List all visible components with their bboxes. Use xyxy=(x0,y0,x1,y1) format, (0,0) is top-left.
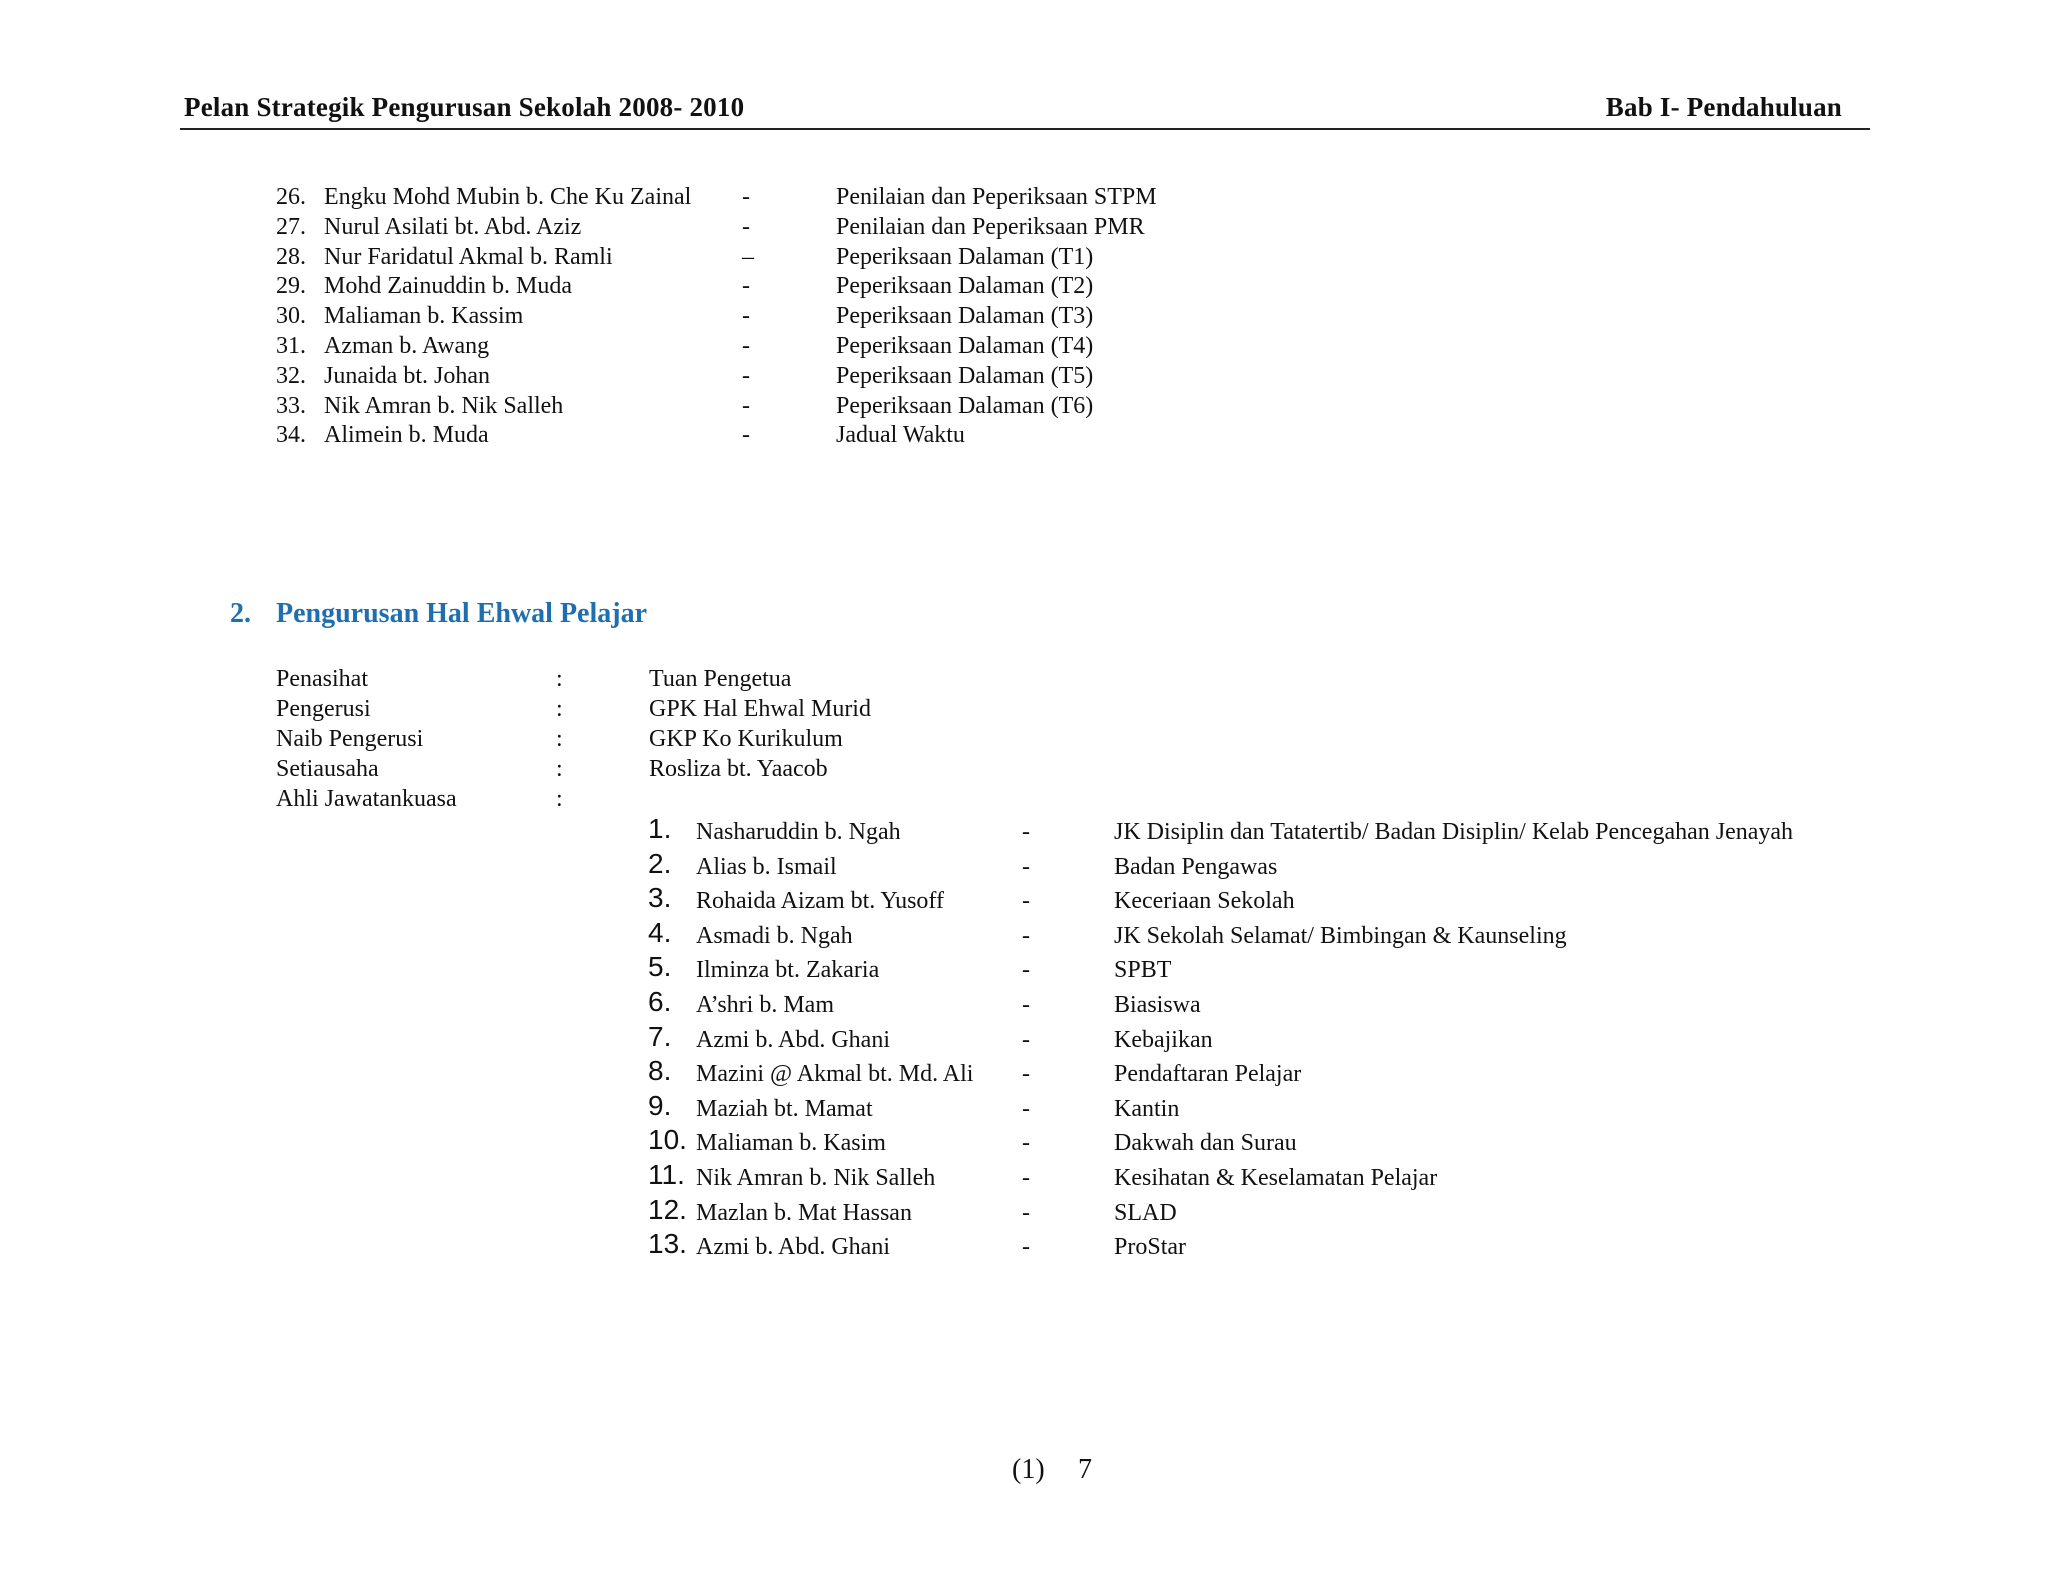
member-task: Biasiswa xyxy=(1114,991,1201,1018)
member-name: Azman b. Awang xyxy=(324,332,490,359)
separator-dash: - xyxy=(742,392,750,419)
member-task: Badan Pengawas xyxy=(1114,853,1278,880)
member-name: Nasharuddin b. Ngah xyxy=(696,819,901,845)
member-task: Peperiksaan Dalaman (T5) xyxy=(836,362,1094,389)
section-title: Pengurusan Hal Ehwal Pelajar xyxy=(276,598,648,629)
member-name: Junaida bt. Johan xyxy=(324,362,490,389)
item-number: 6. xyxy=(648,985,672,1017)
separator-dash: - xyxy=(742,362,750,389)
item-number: 1. xyxy=(648,813,672,844)
separator-dash: – xyxy=(742,243,754,270)
item-number: 9. xyxy=(648,1089,672,1121)
role-holder: Tuan Pengetua xyxy=(649,666,792,692)
separator-dash: - xyxy=(1022,1234,1030,1261)
separator-dash: - xyxy=(1022,1130,1030,1157)
role-colon: : xyxy=(556,786,563,812)
item-number: 11. xyxy=(648,1158,685,1190)
item-number: 28. xyxy=(276,243,306,270)
role-label: Pengerusi xyxy=(276,696,371,722)
member-name: Ilminza bt. Zakaria xyxy=(696,957,880,984)
separator-dash: - xyxy=(1022,888,1030,915)
separator-dash: - xyxy=(1022,922,1030,949)
role-label: Setiausaha xyxy=(276,756,379,782)
member-task: Kesihatan & Keselamatan Pelajar xyxy=(1114,1164,1438,1191)
member-task: Peperiksaan Dalaman (T4) xyxy=(836,332,1094,359)
member-name: Asmadi b. Ngah xyxy=(696,922,853,949)
member-task: Peperiksaan Dalaman (T6) xyxy=(836,392,1094,419)
role-label: Ahli Jawatankuasa xyxy=(276,786,457,812)
separator-dash: - xyxy=(742,422,750,449)
item-number: 29. xyxy=(276,273,306,300)
member-task: JK Disiplin dan Tatatertib/ Badan Disiplin/ Kelab Pencegahan Jenayah xyxy=(1114,819,1794,845)
member-task: Jadual Waktu xyxy=(836,422,965,449)
item-number: 5. xyxy=(648,951,672,983)
page-number-value: 7 xyxy=(1078,1454,1092,1485)
item-number: 2. xyxy=(648,847,672,879)
item-number: 7. xyxy=(648,1020,672,1052)
member-name: Engku Mohd Mubin b. Che Ku Zainal xyxy=(324,184,692,210)
role-holder: Rosliza bt. Yaacob xyxy=(649,756,828,782)
role-colon: : xyxy=(556,696,563,722)
member-name: Alias b. Ismail xyxy=(696,853,837,880)
member-task: Peperiksaan Dalaman (T2) xyxy=(836,273,1094,300)
separator-dash: - xyxy=(742,184,750,210)
member-name: Maziah bt. Mamat xyxy=(696,1095,873,1122)
separator-dash: - xyxy=(1022,853,1030,880)
member-task: Penilaian dan Peperiksaan PMR xyxy=(836,213,1145,240)
separator-dash: - xyxy=(1022,1164,1030,1191)
member-task: Peperiksaan Dalaman (T1) xyxy=(836,243,1094,270)
member-task: SLAD xyxy=(1114,1199,1177,1226)
item-number: 27. xyxy=(276,213,306,240)
item-number: 12. xyxy=(648,1193,687,1225)
member-task: Pendaftaran Pelajar xyxy=(1114,1061,1302,1088)
item-number: 3. xyxy=(648,882,672,914)
member-name: Mazlan b. Mat Hassan xyxy=(696,1199,912,1226)
member-name: Rohaida Aizam bt. Yusoff xyxy=(696,888,944,915)
separator-dash: - xyxy=(1022,957,1030,984)
item-number: 33. xyxy=(276,392,306,419)
item-number: 10. xyxy=(648,1124,687,1156)
member-name: Nur Faridatul Akmal b. Ramli xyxy=(324,243,613,270)
separator-dash: - xyxy=(742,332,750,359)
section-number: 2. xyxy=(230,598,251,629)
member-name: Azmi b. Abd. Ghani xyxy=(696,1026,890,1053)
item-number: 34. xyxy=(276,422,306,449)
separator-dash: - xyxy=(1022,819,1030,845)
chapter-title: Bab I- Pendahuluan xyxy=(1605,92,1842,122)
role-label: Naib Pengerusi xyxy=(276,726,424,752)
role-colon: : xyxy=(556,666,563,692)
item-number: 13. xyxy=(648,1228,687,1260)
member-task: JK Sekolah Selamat/ Bimbingan & Kaunseling xyxy=(1114,922,1567,949)
member-name: Azmi b. Abd. Ghani xyxy=(696,1234,890,1261)
separator-dash: - xyxy=(1022,991,1030,1018)
item-number: 8. xyxy=(648,1055,672,1087)
member-name: A’shri b. Mam xyxy=(696,991,834,1018)
role-holder: GPK Hal Ehwal Murid xyxy=(649,696,871,722)
member-name: Maliaman b. Kassim xyxy=(324,303,524,330)
member-task: ProStar xyxy=(1114,1234,1186,1261)
role-label: Penasihat xyxy=(276,666,368,692)
member-task: Kantin xyxy=(1114,1095,1180,1122)
item-number: 30. xyxy=(276,303,306,330)
document-title: Pelan Strategik Pengurusan Sekolah 2008- 2010 xyxy=(184,92,745,122)
role-colon: : xyxy=(556,756,563,782)
separator-dash: - xyxy=(742,303,750,330)
item-number: 31. xyxy=(276,332,306,359)
separator-dash: - xyxy=(1022,1199,1030,1226)
member-name: Mazini @ Akmal bt. Md. Ali xyxy=(696,1061,974,1088)
member-name: Nik Amran b. Nik Salleh xyxy=(696,1164,936,1191)
item-number: 32. xyxy=(276,362,306,389)
member-task: Dakwah dan Surau xyxy=(1114,1130,1297,1157)
member-task: Kebajikan xyxy=(1114,1026,1213,1053)
member-task: Peperiksaan Dalaman (T3) xyxy=(836,303,1094,330)
member-task: SPBT xyxy=(1114,957,1172,984)
member-name: Mohd Zainuddin b. Muda xyxy=(324,273,572,300)
member-task: Keceriaan Sekolah xyxy=(1114,888,1295,915)
role-holder: GKP Ko Kurikulum xyxy=(649,726,843,752)
member-name: Nurul Asilati bt. Abd. Aziz xyxy=(324,213,582,240)
item-number: 26. xyxy=(276,184,306,210)
running-header xyxy=(180,92,1870,130)
separator-dash: - xyxy=(742,213,750,240)
member-name: Nik Amran b. Nik Salleh xyxy=(324,392,564,419)
role-colon: : xyxy=(556,726,563,752)
page-number-part: (1) xyxy=(1012,1454,1045,1485)
separator-dash: - xyxy=(1022,1026,1030,1053)
separator-dash: - xyxy=(742,273,750,300)
item-number: 4. xyxy=(648,916,672,948)
member-name: Maliaman b. Kasim xyxy=(696,1130,886,1157)
member-name: Alimein b. Muda xyxy=(324,422,489,449)
separator-dash: - xyxy=(1022,1095,1030,1122)
member-task: Penilaian dan Peperiksaan STPM xyxy=(836,184,1157,210)
separator-dash: - xyxy=(1022,1061,1030,1088)
